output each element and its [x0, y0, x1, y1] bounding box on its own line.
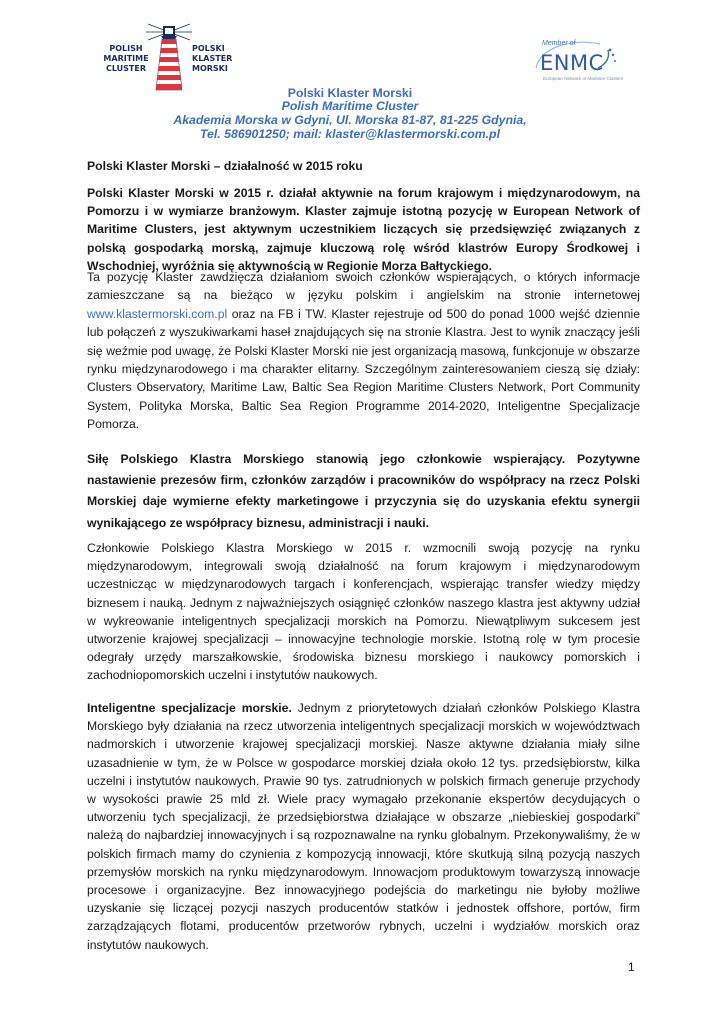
logo-right-text: POLSKI KLASTER MORSKI: [192, 44, 233, 73]
smart-spec-lead: Inteligentne specjalizacje morskie.: [87, 701, 292, 715]
paragraph-members-strength: Siłę Polskiego Klastra Morskiego stanowią jego członkowie wspierający. Pozytywne nastawienie prezesów firm, członków zarządów i pracowników do współpracy na rzecz Polski Morskiej daje wymierne efekty marketingowe i przyczynia się do uzyskania efektu synergii wynikającego ze współpracy biznesu, administracji i nauki.: [87, 452, 640, 530]
polish-maritime-cluster-logo: [100, 22, 270, 92]
enmc-subtitle: European Network of Maritime Clusters: [543, 76, 624, 81]
lighthouse-icon: [146, 22, 192, 92]
org-address: Akademia Morska w Gdyni, Ul. Morska 81-87, 81-225 Gdynia,: [173, 113, 527, 127]
org-name-pl: Polski Klaster Morski: [287, 86, 413, 100]
org-contact: Tel. 586901250; mail: klaster@klastermorski.com.pl: [200, 127, 500, 141]
enmc-logo: [530, 38, 625, 84]
paragraph-website: Ta pozycję Klaster zawdzięcza działaniom swoich członków wspierających, o których informacje zamieszczane są na bieżąco w języku polskim i angielskim na stronie internetowej www.klastermorski.com.pl oraz na FB i TW. Klaster rejestruje od 500 do ponad 1000 wejść dziennie lub połączeń z wyszukiwarkami haseł znajdujących się na stronie Klastra. Jest to wynik znaczący jeśli się weźmie pod uwagę, że Polski Klaster Morski nie jest organizacją masową, funkcjonuje w obszarze rynku międzynarodowego i ma charakter elitarny. Szczególnym zainteresowaniem cieszą się działy: Clusters Observatory, Maritime Law, Baltic Sea Region Maritime Clusters Network, Port Community System, Polityka Morska, Baltic Sea Region Programme 2014-2020, Inteligentne Specjalizacje Pomorza.: [87, 270, 640, 432]
logo-left-text: POLISH MARITIME CLUSTER: [103, 44, 149, 73]
enmc-brand-text: ENMC: [540, 51, 604, 75]
document-title: Polski Klaster Morski – działalność w 2015 roku: [87, 159, 363, 173]
member-of-label: Member of: [542, 40, 576, 47]
paragraph-smart-specializations: Inteligentne specjalizacje morskie. Jednym z priorytetowych działań członków Polskiego Klastra Morskiego były działania na rzecz utworzenia inteligentnych specjalizacji morskich w województwach nadmorskich i utworzenie krajowej specjalizacji morskiej. Nasze aktywne działania miały silne uzasadnienie w tym, że w Polsce w gospodarce morskiej działa około 12 tys. przedsiębiorstw, kilka uczelni i instytutów naukowych. Prawie 90 tys. zatrudnionych w polskich firmach generuje przychody w wysokości prawie 25 mld zł. Wiele pracy wymagało przekonanie ekspertów decydujących o utworzeniu tych specjalizacji, że przedsiębiorstwa działające w obszarze „niebieskiej gospodarki” należą do najbardziej innowacyjnych i są rozpoznawalne na rynku globalnym. Przekonywaliśmy, że w polskich firmach mamy do czynienia z kompozycją innowacji, które skutkują silną pozycją naszych przemysłów morskich na rynku międzynarodowym. Innowacjom produktowym towarzyszą innowacje procesowe i organizacyjne. Bez innowacyjnego podejścia do marketingu nie byłoby możliwe uzyskanie się liczącej pozycji naszych producentów statków i jednostek offshore, portów, firm zarządzających flotami, producentów przetworów rybnych, uczelni i wydziałów morskich oraz instytutów naukowych.: [87, 701, 641, 952]
paragraph-intro: Polski Klaster Morski w 2015 r. działał aktywnie na forum krajowym i międzynarodowym, na Pomorzu i w wymiarze branżowym. Klaster zajmuje istotną pozycję w European Network of Maritime Clusters, jest aktywnym uczestnikiem liczących się przedsięwzięć związanych z polską gospodarką morską, zajmuje kluczową rolę wśród klastrów Europy Środkowej i Wschodniej, wyróżnia się aktywnością w Regionie Morza Bałtyckiego.: [87, 186, 640, 273]
page-number: 1: [628, 960, 635, 974]
website-link[interactable]: www.klastermorski.com.pl: [87, 306, 228, 321]
org-name-en: Polish Maritime Cluster: [281, 99, 419, 113]
paragraph-members-2015: Członkowie Polskiego Klastra Morskiego w 2015 r. wzmocnili swoją pozycję na rynku międzynarodowym, integrowali swoją działalność na forum krajowym i międzynarodowym uczestnicząc w międzynarodowych targach i konferencjach, wspierając transfer wiedzy między biznesem i nauką. Jednym z najważniejszych osiągnięć członków naszego klastra jest aktywny udział w wykreowanie inteligentnych specjalizacji morskich na Pomorzu. Niewątpliwym sukcesem jest utworzenie krajowej specjalizacji – innowacyjne technologie morskie. Istotną rolę w tym procesie odegrały urzędy marszałkowskie, środowiska biznesu morskiego i naukowcy pomorskich i zachodniopomorskich uczelni i instytutów naukowych.: [87, 541, 640, 683]
